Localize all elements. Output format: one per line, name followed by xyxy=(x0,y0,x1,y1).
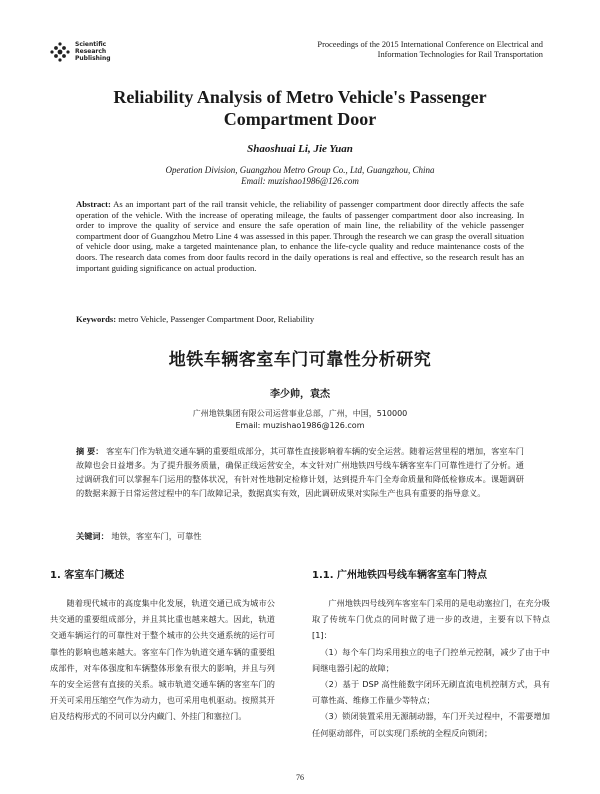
publisher-logo-icon xyxy=(48,40,72,64)
chinese-abstract-text: 客室车门作为轨道交通车辆的重要组成部分，其可靠性直接影响着车辆的安全运营。随着运营里程的增加，客室车门故障也会日益增多。为了提升服务质量，确保正线运营安全，本文针对广州地铁四号线车辆客室车门可靠性进行了分析。通过调研我们可以掌握车门运用的整体状况，有针对性地制定检修计划，达到提升车门全寿命质量和降低检修成本。课题调研的数据来源于日常运营过程中的车门故障记录，数据真实有效，因此调研成果对实际生产也具有重要的指导意义。 xyxy=(76,446,524,498)
keywords-text: metro Vehicle, Passenger Compartment Door, Reliability xyxy=(118,314,315,324)
section-1-1-intro: 广州地铁四号线列车客室车门采用的是电动塞拉门，在充分吸取了传统车门优点的同时做了进一步的改进，主要有以下特点[1]： xyxy=(312,598,550,641)
keywords xyxy=(76,314,524,324)
publisher-logo-text: Scientific Research Publishing xyxy=(75,41,111,62)
section-1-paragraph: 随着现代城市的高度集中化发展，轨道交通已成为城市公共交通的重要组成部分，并且其比重也越来越大。因此，轨道交通车辆运行的可靠性对于整个城市的公共交通系统的运行可靠性的影响也越来越大。客室车门作为轨道交通车辆的重要组成部件，对车体强度和车辆整体形象有很大的影响，并且与列车的安全运营有直接的关系。城市轨道交通车辆的客室车门的开关可采用压缩空气作为动力，也可采用电机驱动。按照其开启及结构形式的不同可以分内藏门、外挂门和塞拉门。 xyxy=(50,598,275,722)
paper-authors: Shaoshuai Li, Jie Yuan xyxy=(247,143,353,155)
abstract-text: As an important part of the rail transit vehicle, the reliability of passenger compartment door directly affects the safe operation of the vehicle. With the increase of operating mileage, the faults of passenger compartment door also increasing. In order to improve the quality of service and ensure the safe operation of main line, the reliability of the vehicle passenger compartment door of Guangzhou Metro Line 4 was assessed in this paper. Through the research we can grasp the overall situation of vehicle door using, make a targeted maintenance plan, to enhance the life-cycle quality and reduce maintenance costs of the doors. The research data comes from door faults record in the daily operations is real and effective, so the research result has an important guiding significance on actual production. xyxy=(76,199,524,273)
paper-title: Reliability Analysis of Metro Vehicle's Passenger Compartment Door xyxy=(113,87,487,129)
paper-affiliation: Operation Division, Guangzhou Metro Group Co., Ltd, Guangzhou, China Email: muzishao1986@126.com xyxy=(165,165,435,186)
proceedings-header: Proceedings of the 2015 International Conference on Electrical and Information Technologies for Rail Transportation xyxy=(317,40,543,59)
section-1-heading: 1. 客室车门概述 xyxy=(50,570,125,581)
section-1-1-heading: 1.1. 广州地铁四号线车辆客室车门特点 xyxy=(312,570,487,581)
chinese-keywords-label: 关键词： xyxy=(76,531,109,541)
publisher-logo xyxy=(48,40,128,66)
chinese-title: 地铁车辆客室车门可靠性分析研究 xyxy=(168,350,432,370)
chinese-abstract-label: 摘 要： xyxy=(76,446,104,456)
abstract xyxy=(76,199,524,273)
feature-item-1: （1）每个车门均采用独立的电子门控单元控制，减少了由于中间继电器引起的故障； xyxy=(312,646,550,673)
abstract-label: Abstract: xyxy=(76,199,111,209)
chinese-abstract xyxy=(76,444,524,500)
left-column xyxy=(50,566,275,725)
chinese-keywords xyxy=(76,531,524,542)
feature-item-3: （3）锁闭装置采用无源制动器，车门开关过程中，不需要增加任何驱动部件，可以实现门系统的全程反向锁闭； xyxy=(312,711,550,738)
keywords-label: Keywords: xyxy=(76,314,117,324)
feature-item-2: （2）基于 DSP 高性能数字闭环无刷直流电机控制方式，具有可靠性高、维修工作量少等特点； xyxy=(312,679,550,706)
page-number: 76 xyxy=(296,773,304,782)
chinese-keywords-text: 地铁，客室车门，可靠性 xyxy=(111,531,202,541)
chinese-authors: 李少帅，袁杰 xyxy=(270,389,330,400)
right-column xyxy=(312,566,550,741)
chinese-affiliation: 广州地铁集团有限公司运营事业总部，广州，中国，510000 Email: muzishao1986@126.com xyxy=(192,409,408,430)
